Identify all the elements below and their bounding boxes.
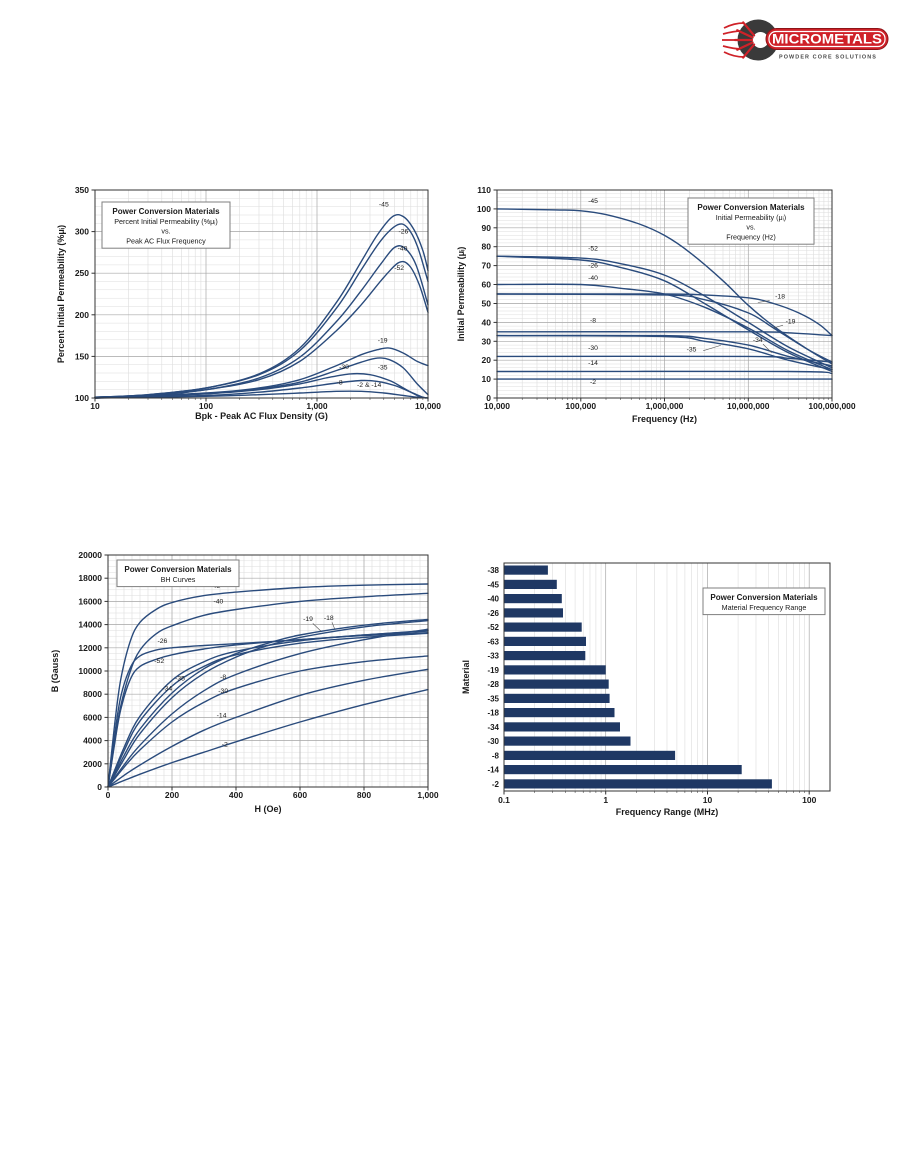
series-label: -34 [752, 337, 763, 345]
title-box-line: Power Conversion Materials [112, 207, 220, 216]
bar-category-label: -14 [487, 765, 499, 775]
x-tick-label: 800 [356, 790, 372, 800]
x-tick-label: 600 [292, 790, 308, 800]
logo-tagline: POWDER CORE SOLUTIONS [779, 54, 877, 61]
y-tick-label: 110 [477, 185, 491, 195]
series-label-leader [763, 344, 772, 353]
series-label: -40 [213, 598, 224, 606]
x-tick-label: 10 [90, 401, 100, 411]
x-axis-title: Frequency (Hz) [631, 414, 698, 424]
y-tick-label: 50 [481, 298, 491, 309]
x-tick-label: 10 [702, 795, 713, 805]
title-box-line: vs. [161, 226, 171, 236]
y-tick-label: 200 [74, 309, 89, 320]
bar-category-label: -19 [487, 665, 499, 675]
bar-material-14 [504, 765, 742, 774]
series-label: -35 [175, 675, 185, 683]
y-tick-label: 10 [481, 374, 491, 385]
x-tick-label: 0 [105, 790, 111, 800]
series-label: -52 [154, 657, 165, 665]
chart-bh-curves [50, 546, 447, 824]
x-tick-label: 1,000 [417, 790, 439, 800]
x-tick-label: 1 [603, 795, 609, 805]
logo-wordmark: MICROMETALS [772, 31, 882, 47]
title-box-line: Percent Initial Permeability (%μᵢ) [114, 216, 218, 226]
series-label: -52 [394, 264, 405, 272]
bar-material-33 [504, 651, 585, 660]
series-label: -34 [162, 685, 173, 693]
series-label: -30 [339, 363, 349, 371]
bar-category-label: -8 [491, 751, 499, 761]
series-label: -26 [398, 228, 409, 236]
series-label: -2 [589, 378, 597, 386]
x-tick-label: 1,000,000 [645, 401, 684, 411]
y-tick-label: 70 [481, 260, 491, 271]
bar-material-63 [504, 637, 586, 646]
bh-curves-svg [50, 546, 447, 824]
series-label: -40 [397, 245, 408, 253]
y-tick-label: 20000 [78, 550, 102, 560]
bar-material-26 [504, 608, 563, 617]
series-label-leader [332, 622, 335, 628]
y-tick-label: 300 [74, 226, 89, 237]
series-label: -35 [686, 346, 697, 354]
title-box-line: Initial Permeability (μᵢ) [715, 212, 787, 222]
y-tick-label: 250 [74, 268, 89, 279]
series-label: -18 [775, 293, 786, 301]
series-label: -45 [378, 201, 389, 209]
series-label: -40 [588, 274, 598, 282]
bar-category-label: -30 [487, 737, 499, 747]
chart-percent-initial-permeability-vs-flux-density [55, 182, 451, 434]
series-label: -14 [588, 359, 598, 367]
logo-badge [766, 29, 888, 50]
bar-category-label: -63 [487, 637, 499, 647]
y-tick-label: 100 [74, 393, 89, 403]
series-40 [95, 246, 428, 397]
bar-material-19 [504, 665, 606, 674]
bar-material-30 [504, 737, 631, 746]
y-tick-label: 10000 [78, 666, 102, 676]
series-label: -52 [588, 245, 598, 253]
chart-material-frequency-range [455, 546, 857, 824]
x-tick-label: 100,000,000 [808, 401, 856, 411]
x-axis-title: Frequency Range (MHz) [615, 807, 719, 817]
y-tick-label: 12000 [78, 642, 102, 653]
series-label: -19 [377, 337, 388, 345]
y-axis-title: Percent Initial Permeability (%μᵢ) [56, 224, 66, 364]
bar-category-label: -35 [487, 694, 499, 704]
series-label: -18 [323, 614, 334, 622]
title-box-line: Peak AC Flux Frequency [126, 236, 206, 246]
series-label-leader [703, 345, 721, 350]
y-tick-label: 0 [97, 782, 102, 792]
y-tick-label: 0 [486, 393, 491, 403]
x-tick-label: 0.1 [498, 795, 510, 805]
x-tick-label: 100 [802, 795, 817, 805]
x-axis-title: H (Oe) [254, 804, 282, 814]
series-label: -14 [216, 712, 227, 720]
series-label: -19 [785, 318, 796, 326]
bar-material-8 [504, 751, 675, 760]
bar-category-label: -33 [487, 651, 499, 661]
bar-category-label: -34 [487, 722, 499, 732]
series-label: -2 & -14 [357, 382, 382, 390]
series-label: -2 [221, 741, 228, 749]
y-tick-label: 16000 [78, 596, 102, 607]
bar-material-45 [504, 580, 557, 589]
x-tick-label: 400 [228, 790, 244, 800]
title-box-line: BH Curves [160, 574, 196, 584]
bar-category-label: -26 [487, 608, 499, 618]
x-tick-label: 1,000 [306, 401, 328, 411]
y-tick-label: 350 [74, 185, 89, 195]
y-tick-label: 20 [481, 355, 491, 366]
series-label: -30 [218, 688, 229, 696]
permeability-vs-freq-svg [453, 182, 861, 434]
y-tick-label: 80 [481, 241, 491, 252]
bar-category-label: -40 [487, 594, 499, 604]
series-label: -8 [336, 379, 343, 387]
series-label: -26 [588, 262, 598, 270]
y-tick-label: 40 [481, 317, 491, 328]
x-tick-label: 10,000,000 [726, 401, 770, 411]
bar-category-label: -52 [487, 623, 499, 633]
title-box-line: Material Frequency Range [721, 602, 807, 612]
y-tick-label: 90 [481, 222, 491, 233]
y-axis-title: Initial Permeability (μᵢ) [456, 246, 466, 342]
bar-category-label: -28 [487, 680, 499, 690]
series-label: -30 [588, 344, 598, 352]
y-tick-label: 2000 [83, 758, 102, 769]
bar-category-label: -38 [487, 566, 499, 576]
bar-material-34 [504, 722, 620, 731]
y-tick-label: 150 [74, 351, 89, 362]
y-tick-label: 30 [481, 336, 491, 347]
x-tick-label: 10,000 [415, 401, 441, 411]
bar-material-35 [504, 694, 610, 703]
y-tick-label: 18000 [78, 573, 102, 584]
series-label: -8 [589, 317, 597, 325]
title-box-line: Power Conversion Materials [124, 565, 232, 574]
y-tick-label: 60 [481, 279, 491, 290]
series-label: -35 [377, 364, 388, 372]
bar-material-40 [504, 594, 562, 603]
y-tick-label: 14000 [78, 619, 102, 630]
micrometals-logo-graphic [716, 10, 894, 68]
series-label: -45 [588, 198, 598, 206]
title-box-line: Frequency (Hz) [726, 232, 776, 242]
bar-category-label: -45 [487, 580, 499, 590]
bar-material-38 [504, 566, 548, 575]
series-label: -19 [303, 616, 313, 624]
x-tick-label: 200 [164, 790, 180, 800]
x-axis-title: Bpk - Peak AC Flux Density (G) [195, 411, 328, 421]
micrometals-logo [716, 10, 894, 68]
bar-material-28 [504, 680, 609, 689]
y-axis-title: Material [461, 659, 471, 695]
bar-category-label: -18 [487, 708, 499, 718]
title-box-line: Power Conversion Materials [710, 593, 818, 602]
title-box-line: Power Conversion Materials [697, 203, 805, 212]
title-box-line: vs. [746, 222, 756, 232]
bar-category-label: -2 [491, 779, 499, 789]
series-label: -8 [220, 674, 227, 682]
y-axis-title: B (Gauss) [50, 649, 60, 693]
y-tick-label: 4000 [83, 735, 102, 746]
y-tick-label: 100 [476, 203, 491, 214]
permeability-vs-flux-svg [55, 182, 451, 434]
x-tick-label: 100 [198, 401, 214, 411]
series-label: -26 [157, 638, 168, 646]
y-tick-label: 8000 [83, 689, 102, 700]
material-freq-range-svg [455, 546, 857, 824]
bar-material-2 [504, 779, 772, 788]
y-tick-label: 6000 [83, 712, 102, 723]
bar-material-18 [504, 708, 615, 717]
bar-material-52 [504, 623, 582, 632]
x-tick-label: 10,000 [484, 401, 510, 411]
chart-initial-permeability-vs-frequency [453, 182, 861, 434]
x-tick-label: 100,000 [565, 401, 597, 411]
